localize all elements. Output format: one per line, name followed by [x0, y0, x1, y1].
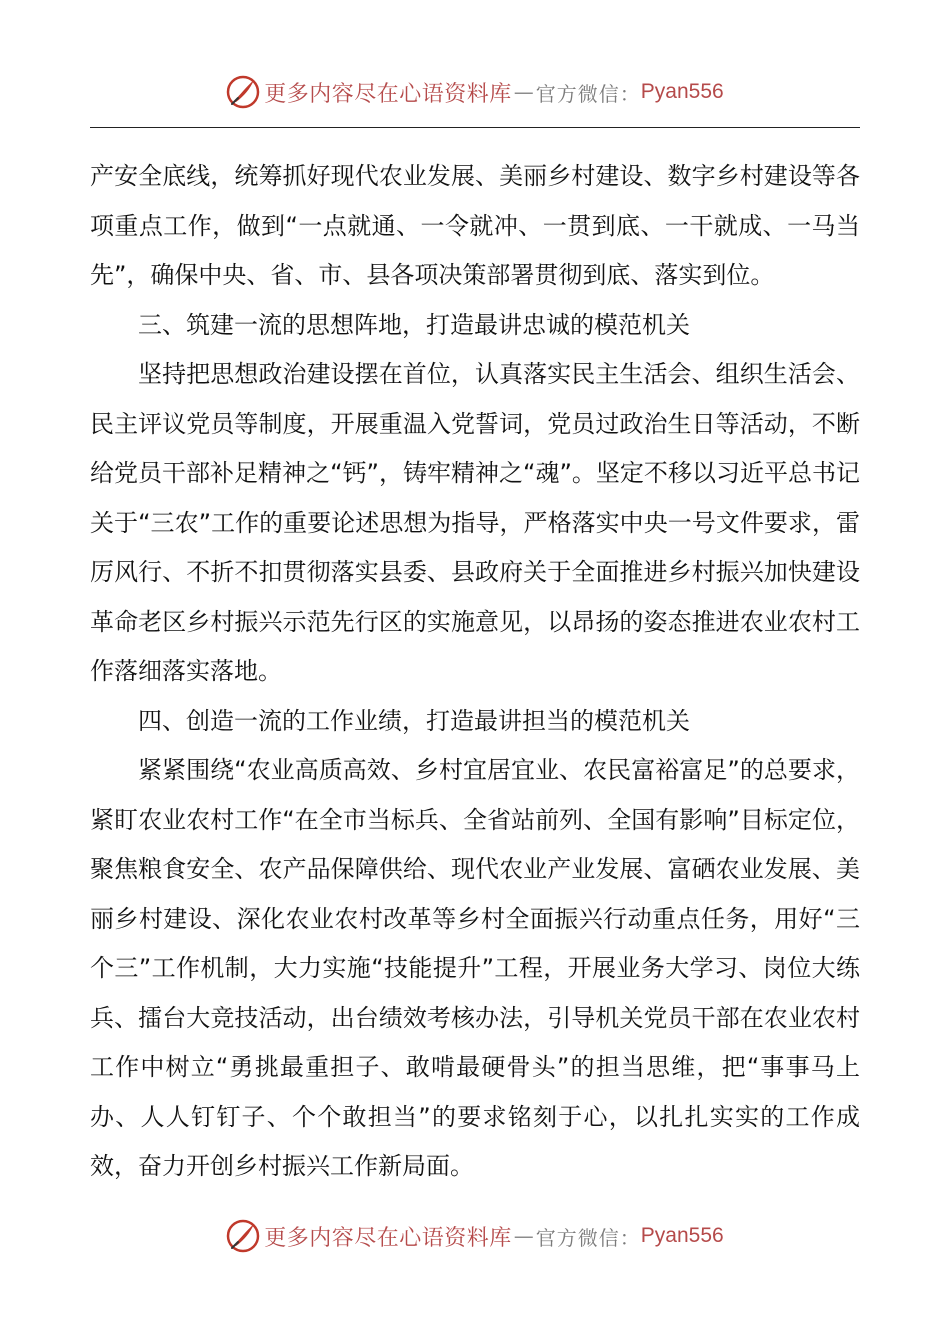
- footer-wechat-id: Pyan556: [640, 1224, 724, 1247]
- quill-logo-icon: [226, 1219, 260, 1253]
- footer-wechat-label: 官方微信：: [535, 1225, 641, 1250]
- header-wechat-label: 官方微信：: [535, 81, 641, 106]
- header-dash: —: [513, 80, 534, 104]
- page-footer-banner: [0, 1214, 950, 1258]
- header-wechat-id: Pyan556: [640, 80, 724, 103]
- header-divider: [90, 127, 860, 128]
- paragraph: 坚持把思想政治建设摆在首位，认真落实民主生活会、组织生活会、民主评议党员等制度，开展重温入党誓词，党员过政治生日等活动，不断给党员干部补足精神之“钙”，铸牢精神之“魂”。坚定不移以习近平总书记关于“三农”工作的重要论述思想为指导，严格落实中央一号文件要求，雷厉风行、不折不扣贯彻落实县委、县政府关于全面推进乡村振兴加快建设革命老区乡村振兴示范先行区的实施意见，以昂扬的姿态推进农业农村工作落细落实落地。: [90, 360, 860, 685]
- footer-brand-text: 更多内容尽在心语资料库: [264, 1225, 512, 1251]
- section-heading: 三、筑建一流的思想阵地，打造最讲忠诚的模范机关: [138, 310, 690, 339]
- header-brand-text: 更多内容尽在心语资料库: [264, 81, 512, 107]
- document-body: [90, 152, 860, 1192]
- paragraph: 紧紧围绕“农业高质高效、乡村宜居宜业、农民富裕富足”的总要求，紧盯农业农村工作“在全市当标兵、全省站前列、全国有影响”目标定位，聚焦粮食安全、农产品保障供给、现代农业产业发展、富硒农业发展、美丽乡村建设、深化农业农村改革等乡村全面振兴行动重点任务，用好“三个三”工作机制，大力实施“技能提升”工程，开展业务大学习、岗位大练兵、擂台大竞技活动，出台绩效考核办法，引导机关党员干部在农业农村工作中树立“勇挑最重担子、敢啃最硬骨头”的担当思维，把“事事马上办、人人钉钉子、个个敢担当”的要求铭刻于心，以扎扎实实的工作成效，奋力开创乡村振兴工作新局面。: [90, 756, 860, 1180]
- section-heading: 四、创造一流的工作业绩，打造最讲担当的模范机关: [138, 706, 690, 735]
- quill-logo-icon: [226, 75, 260, 109]
- page-header-banner: [0, 70, 950, 114]
- paragraph: 产安全底线，统筹抓好现代农业发展、美丽乡村建设、数字乡村建设等各项重点工作，做到“一点就通、一令就冲、一贯到底、一干就成、一马当先”，确保中央、省、市、县各项决策部署贯彻到底、落实到位。: [90, 162, 860, 289]
- footer-dash: —: [513, 1224, 534, 1248]
